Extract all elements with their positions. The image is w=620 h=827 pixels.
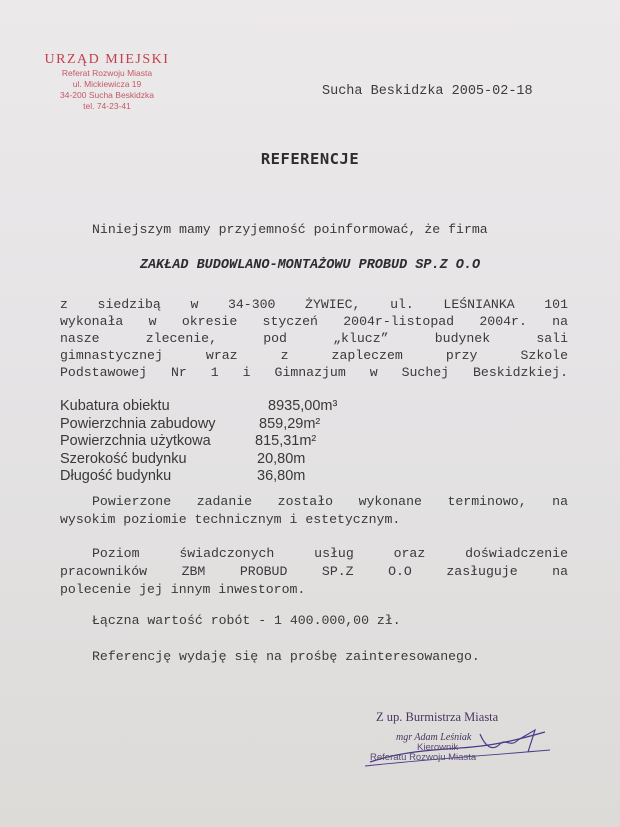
paragraph-line: gimnastycznej wraz z zapleczem przy Szkole — [60, 348, 568, 363]
signature-name: mgr Adam Leśniak — [396, 732, 472, 743]
paragraph-line: Poziom świadczonych usług oraz doświadczenie — [92, 546, 568, 561]
spec-label: Szerokość budynku — [60, 450, 187, 467]
firm-name: ZAKŁAD BUDOWLANO-MONTAŻOWU PROBUD SP.Z O.O — [139, 258, 481, 273]
stamp-street: ul. Mickiewicza 19 — [72, 79, 142, 89]
spec-value: 8935,00m³ — [268, 398, 338, 414]
paragraph-line: Podstawowej Nr 1 i Gimnazjum w Suchej Beskidzkiej. — [60, 365, 568, 380]
date-line: Sucha Beskidzka 2005-02-18 — [322, 84, 533, 99]
document-title: REFERENCJE — [260, 150, 360, 168]
spec-label: Kubatura obiektu — [60, 398, 170, 414]
spec-value: 859,29m² — [259, 415, 321, 432]
paragraph-line: z siedzibą w 34-300 ŻYWIEC, ul. LEŚNIANKA 101 — [60, 297, 568, 312]
stamp-office-name: URZĄD MIEJSKI — [44, 52, 170, 67]
spec-label: Długość budynku — [60, 468, 172, 484]
paragraph-line: polecenie jej innym inwestorom. — [60, 582, 306, 597]
closing-sentence: Referencję wydaję się na prośbę zainteresowanego. — [92, 649, 480, 664]
paragraph-line: nasze zlecenie, pod „klucz” budynek sali — [60, 331, 568, 346]
spec-label: Powierzchnia zabudowy — [60, 415, 216, 432]
spec-value: 36,80m — [257, 468, 306, 484]
signature-department: Referatu Rozwoju Miasta — [370, 752, 477, 763]
intro-sentence: Niniejszym mamy przyjemność poinformować, że firma — [92, 222, 488, 237]
office-stamp — [22, 52, 192, 112]
paragraph-line: Powierzone zadanie zostało wykonane terminowo, na — [92, 494, 568, 509]
stamp-phone: tel. 74-23-41 — [83, 101, 131, 111]
spec-value: 20,80m — [257, 450, 306, 467]
signature-role: Kierownik — [417, 742, 459, 753]
stamp-city: 34-200 Sucha Beskidzka — [59, 90, 155, 100]
paragraph-line: wykonała w okresie styczeń 2004r-listopad 2004r. na — [60, 314, 568, 329]
spec-label: Powierzchnia użytkowa — [60, 433, 211, 449]
signature-on-behalf: Z up. Burmistrza Miasta — [376, 710, 499, 724]
stamp-department: Referat Rozwoju Miasta — [61, 68, 153, 78]
handwritten-signature-icon — [360, 722, 560, 772]
paragraph-line: pracowników ZBM PROBUD SP.Z O.O zasługuje na — [60, 564, 568, 579]
spec-value: 815,31m² — [255, 433, 317, 449]
paragraph-line: wysokim poziomie technicznym i estetycznym. — [60, 512, 401, 527]
total-value: Łączna wartość robót - 1 400.000,00 zł. — [92, 613, 401, 628]
